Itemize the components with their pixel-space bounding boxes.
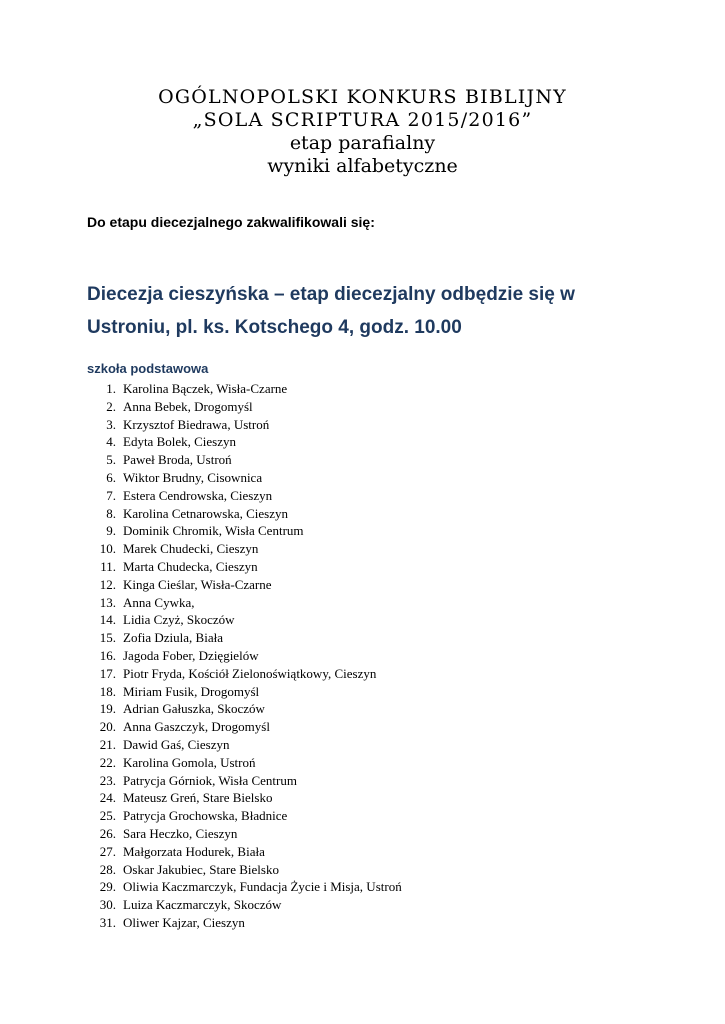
list-item-number: 30. — [99, 897, 116, 913]
list-item-text: Oliwia Kaczmarczyk, Fundacja Życie i Misja, Ustroń — [123, 879, 402, 895]
list-item-number: 8. — [106, 505, 116, 521]
list-item-text: Sara Heczko, Cieszyn — [123, 825, 238, 841]
list-item — [87, 683, 402, 701]
list-item-text: Piotr Fryda, Kościół Zielonoświątkowy, Cieszyn — [123, 665, 377, 681]
list-item — [87, 469, 402, 487]
list-item — [87, 398, 402, 416]
list-item-number: 11. — [100, 558, 116, 574]
list-item-text: Paweł Broda, Ustroń — [123, 452, 232, 468]
list-item-text: Karolina Cetnarowska, Cieszyn — [123, 505, 288, 521]
section-title-primary-school: szkoła podstawowa — [87, 361, 209, 376]
title-contest-edition: „SOLA SCRIPTURA 2015/2016” — [192, 109, 533, 131]
list-item — [87, 665, 402, 683]
list-item — [87, 807, 402, 825]
list-item — [87, 629, 402, 647]
list-item-text: Jagoda Fober, Dzięgielów — [123, 647, 259, 663]
list-item-number: 12. — [99, 576, 116, 592]
document-title — [0, 86, 725, 178]
title-stage: etap parafialny — [289, 132, 436, 154]
list-item — [87, 505, 402, 523]
qualified-intro: Do etapu diecezjalnego zakwalifikowali się: — [87, 214, 375, 230]
list-item-number: 23. — [99, 772, 116, 788]
list-item-number: 19. — [99, 701, 116, 717]
list-item-number: 5. — [106, 452, 116, 468]
list-item — [87, 825, 402, 843]
list-item-text: Dawid Gaś, Cieszyn — [123, 736, 230, 752]
list-item-text: Lidia Czyż, Skoczów — [123, 612, 235, 628]
list-item-text: Anna Gaszczyk, Drogomyśl — [123, 719, 270, 735]
list-item-number: 4. — [106, 434, 116, 450]
list-item-text: Anna Cywka, — [123, 594, 195, 610]
list-item-text: Marta Chudecka, Cieszyn — [123, 558, 258, 574]
list-item — [87, 878, 402, 896]
list-item — [87, 576, 402, 594]
list-item-number: 7. — [106, 487, 116, 503]
list-item — [87, 896, 402, 914]
list-item-number: 24. — [99, 790, 116, 806]
list-item — [87, 522, 402, 540]
diocese-heading: Diecezja cieszyńska – etap diecezjalny odbędzie się w Ustroniu, pl. ks. Kotschego 4, godz. 10.00 — [87, 284, 575, 338]
list-item-text: Adrian Gałuszka, Skoczów — [123, 701, 265, 717]
list-item-number: 9. — [106, 523, 116, 539]
list-item — [87, 647, 402, 665]
list-item-number: 16. — [99, 647, 116, 663]
list-item-text: Miriam Fusik, Drogomyśl — [123, 683, 260, 699]
list-item-number: 27. — [99, 843, 116, 859]
list-item — [87, 558, 402, 576]
list-item-number: 3. — [106, 416, 116, 432]
list-item-number: 22. — [99, 754, 116, 770]
list-item — [87, 789, 402, 807]
list-item-number: 13. — [99, 594, 116, 610]
list-item-text: Karolina Gomola, Ustroń — [123, 754, 256, 770]
list-item-text: Oliwer Kajzar, Cieszyn — [123, 914, 245, 930]
list-item-text: Karolina Bączek, Wisła-Czarne — [123, 381, 288, 396]
list-item-number: 2. — [106, 398, 116, 414]
list-item — [87, 451, 402, 469]
list-item — [87, 540, 402, 558]
list-item-number: 6. — [106, 469, 116, 485]
list-item-number: 28. — [99, 861, 116, 877]
list-item-text: Wiktor Brudny, Cisownica — [123, 469, 263, 485]
list-item-text: Dominik Chromik, Wisła Centrum — [123, 523, 304, 539]
list-item-text: Krzysztof Biedrawa, Ustroń — [123, 416, 270, 432]
list-item — [87, 861, 402, 879]
list-item-text: Kinga Cieślar, Wisła-Czarne — [123, 576, 272, 592]
list-item — [87, 843, 402, 861]
list-item-text: Estera Cendrowska, Cieszyn — [123, 487, 273, 503]
list-item-number: 20. — [99, 719, 116, 735]
list-item-number: 1. — [106, 381, 116, 396]
list-item — [87, 772, 402, 790]
list-item-number: 10. — [99, 541, 116, 557]
list-item-text: Edyta Bolek, Cieszyn — [123, 434, 237, 450]
list-item-text: Patrycja Grochowska, Bładnice — [123, 808, 288, 824]
list-item — [87, 718, 402, 736]
list-item-number: 15. — [99, 630, 116, 646]
participant-list — [87, 380, 402, 932]
list-item — [87, 736, 402, 754]
list-item-number: 17. — [99, 665, 116, 681]
list-item-number: 26. — [99, 825, 116, 841]
list-item-text: Zofia Dziula, Biała — [123, 630, 223, 646]
list-item-text: Marek Chudecki, Cieszyn — [123, 541, 259, 557]
list-item-text: Patrycja Górniok, Wisła Centrum — [123, 772, 297, 788]
title-contest-name: OGÓLNOPOLSKI KONKURS BIBLIJNY — [158, 86, 567, 108]
list-item — [87, 487, 402, 505]
list-item — [87, 380, 402, 398]
list-item-text: Luiza Kaczmarczyk, Skoczów — [123, 897, 282, 913]
list-item-number: 31. — [99, 914, 116, 930]
list-item-text: Mateusz Greń, Stare Bielsko — [123, 790, 273, 806]
list-item-text: Anna Bebek, Drogomyśl — [123, 398, 253, 414]
list-item — [87, 416, 402, 434]
list-item-text: Oskar Jakubiec, Stare Bielsko — [123, 861, 279, 877]
list-item-number: 29. — [99, 879, 116, 895]
list-item-number: 21. — [99, 736, 116, 752]
list-item — [87, 611, 402, 629]
list-item — [87, 700, 402, 718]
list-item-number: 18. — [99, 683, 116, 699]
title-results-type: wyniki alfabetyczne — [267, 155, 458, 177]
list-item — [87, 433, 402, 451]
list-item — [87, 914, 402, 932]
list-item-number: 25. — [99, 808, 116, 824]
list-item-number: 14. — [99, 612, 116, 628]
list-item-text: Małgorzata Hodurek, Biała — [123, 843, 265, 859]
list-item — [87, 754, 402, 772]
list-item — [87, 594, 402, 612]
